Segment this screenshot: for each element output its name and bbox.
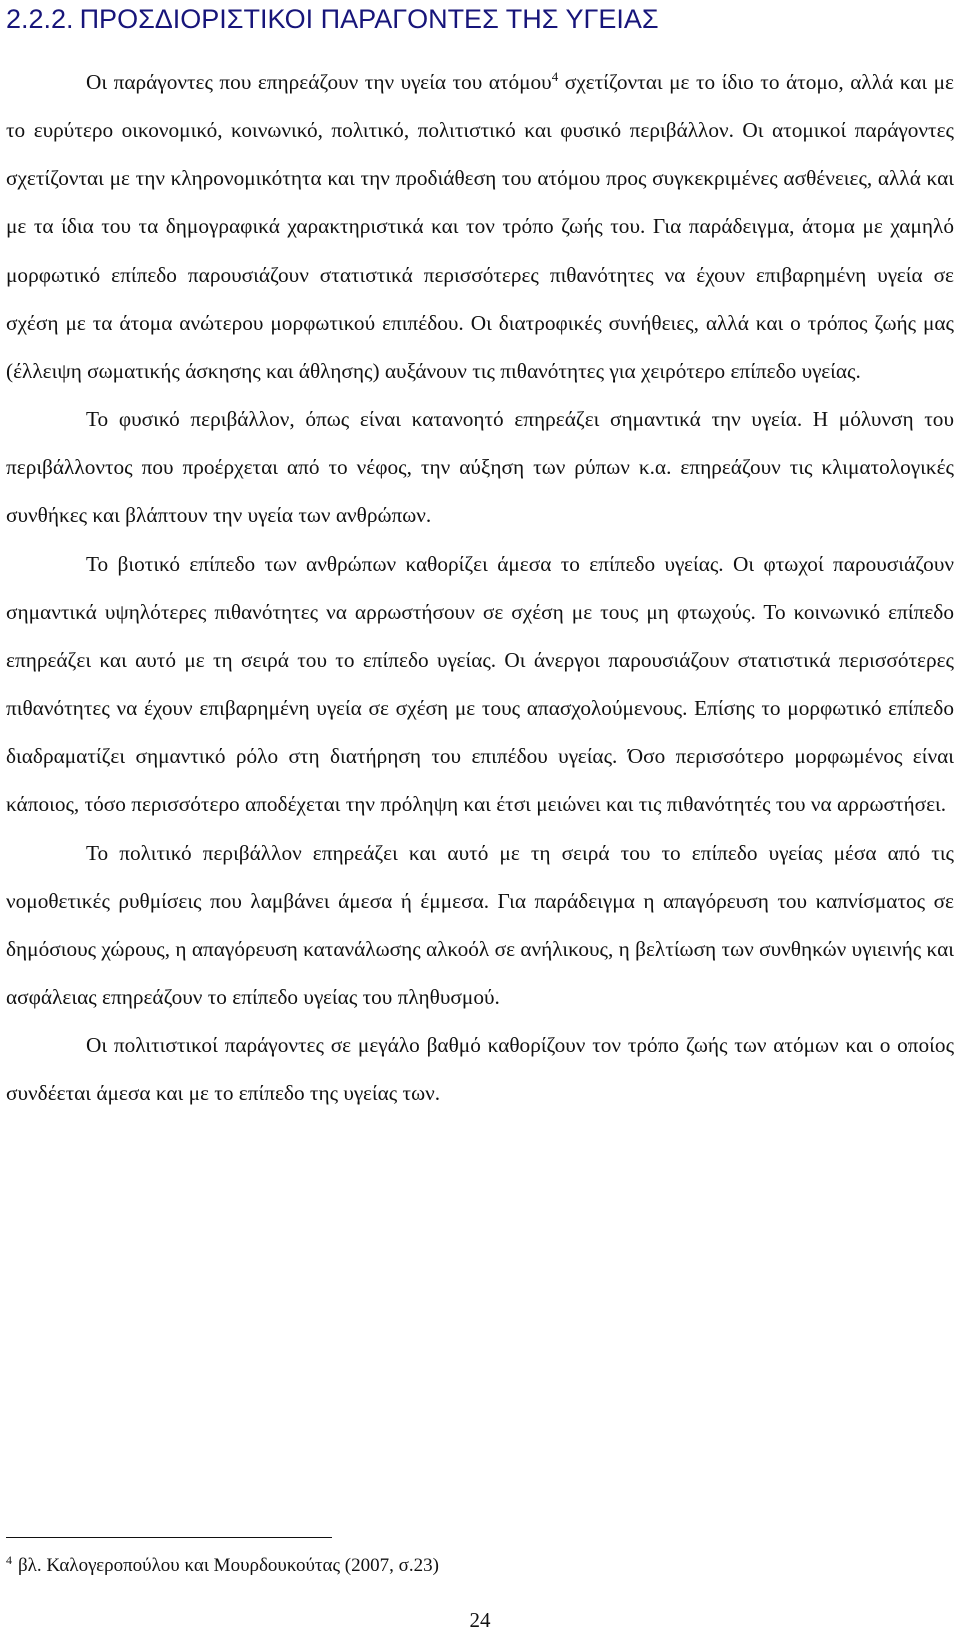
section-heading	[6, 2, 956, 36]
footnote-reference: 4	[551, 68, 559, 84]
footnote-marker: 4	[6, 1552, 12, 1567]
footnote-separator	[6, 1537, 332, 1538]
body-text	[6, 58, 954, 1117]
section-title: ΠΡΟΣΔΙΟΡΙΣΤΙΚΟΙ ΠΑΡΑΓΟΝΤΕΣ ΤΗΣ ΥΓΕΙΑΣ	[79, 4, 659, 34]
footnote-text: βλ. Καλογεροπούλου και Μουρδουκούτας (2007, σ.23)	[18, 1555, 439, 1576]
paragraph-natural-environment: Το φυσικό περιβάλλον, όπως είναι κατανοητό επηρεάζει σημαντικά την υγεία. Η μόλυνση του περιβάλλοντος που προέρχεται από το νέφος, την αύξηση των ρύπων κ.α. επηρεάζουν τις κλιματολογικές συνθήκες και βλάπτουν την υγεία των ανθρώπων.	[6, 407, 954, 528]
paragraph-political-environment: Το πολιτικό περιβάλλον επηρεάζει και αυτό με τη σειρά του το επίπεδο υγείας μέσα από τις νομοθετικές ρυθμίσεις που λαμβάνει άμεσα ή έμμεσα. Για παράδειγμα η απαγόρευση του καπνίσματος σε δημόσιους χώρους, η απαγόρευση κατανάλωσης αλκοόλ σε ανήλικους, η βελτίωση των συνθηκών υγιεινής και ασφάλειας επηρεάζουν το επίπεδο υγείας του πληθυσμού.	[6, 840, 954, 1009]
paragraph-cultural-factors: Οι πολιτιστικοί παράγοντες σε μεγάλο βαθμό καθορίζουν τον τρόπο ζωής των ατόμων και ο οποίος συνδέεται άμεσα και με το επίπεδο της υγείας των.	[6, 1033, 954, 1106]
paragraph-text: σχετίζονται με το ίδιο το άτομο, αλλά και με το ευρύτερο οικονομικό, κοινωνικό, πολιτικό, πολιτιστικό και φυσικό περιβάλλον. Οι ατομικοί παράγοντες σχετίζονται με την κληρονομικότητα και την προδιάθεση του ατόμου προς συγκεκριμένες ασθένειες, αλλά και με τα ίδια του τα δημογραφικά χαρακτηριστικά και τον τρόπο ζωής του. Για παράδειγμα, άτομα με χαμηλό μορφωτικό επίπεδο παρουσιάζουν στατιστικά περισσότερες πιθανότητες να έχουν επιβαρημένη υγεία σε σχέση με τα άτομα ανώτερου μορφωτικού επιπέδου. Οι διατροφικές συνήθειες, αλλά και ο τρόπος ζωής μας (έλλειψη σωματικής άσκησης και άθλησης) αυξάνουν τις πιθανότητες για χειρότερο επίπεδο υγείας.	[6, 70, 954, 383]
paragraph-individual-factors	[6, 58, 954, 395]
paragraph-text: Οι παράγοντες που επηρεάζουν την υγεία του ατόμου	[86, 70, 552, 94]
page-number: 24	[469, 1608, 491, 1632]
footnote	[6, 1553, 439, 1579]
section-number: 2.2.2.	[6, 4, 74, 34]
paragraph-living-standard: Το βιοτικό επίπεδο των ανθρώπων καθορίζει άμεσα το επίπεδο υγείας. Οι φτωχοί παρουσιάζουν σημαντικά υψηλότερες πιθανότητες να αρρωστήσουν σε σχέση με τους μη φτωχούς. Το κοινωνικό επίπεδο επηρεάζει και αυτό με τη σειρά του το επίπεδο υγείας. Οι άνεργοι παρουσιάζουν στατιστικά περισσότερες πιθανότητες να έχουν επιβαρημένη υγεία σε σχέση με τους απασχολούμενους. Επίσης το μορφωτικό επίπεδο διαδραματίζει σημαντικό ρόλο στη διατήρηση του επιπέδου υγείας. Όσο περισσότερο μορφωμένος είναι κάποιος, τόσο περισσότερο αποδέχεται την πρόληψη και έτσι μειώνει και τις πιθανότητές του να αρρωστήσει.	[6, 551, 954, 817]
